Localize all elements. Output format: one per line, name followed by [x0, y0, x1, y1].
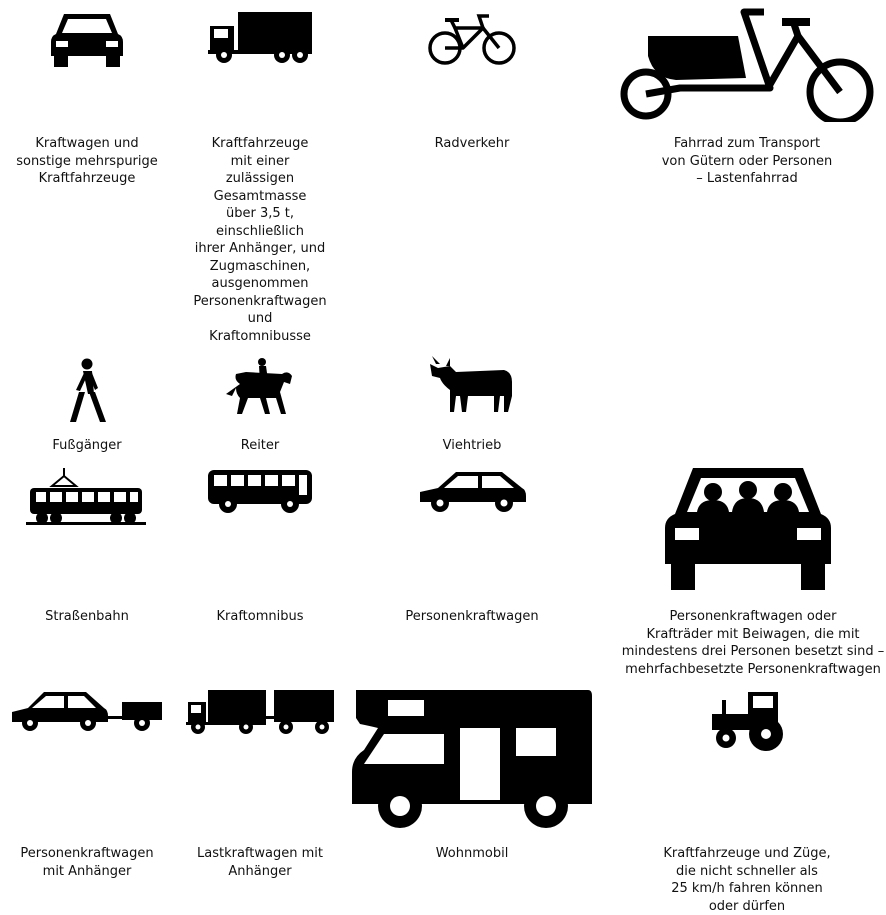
sign-label-truck: Kraftfahrzeuge mit einer zulässigen Gesamtmasse über 3,5 t, einschließlich ihrer Anhänger, und Zugmaschinen, ausgenommen Personenkraftwagen und Kraftomnibusse: [193, 136, 327, 344]
sign-label-motorhome: Wohnmobil: [435, 846, 509, 861]
multi-occupied-car-icon: [663, 466, 833, 592]
pedestrian-icon: [68, 358, 106, 424]
sign-label-pedestrian: Fußgänger: [52, 438, 122, 453]
sign-label-cattle: Viehtrieb: [442, 438, 502, 453]
cow-icon: [428, 356, 514, 416]
bicycle-icon: [427, 12, 517, 66]
sign-label-cargo-bike: Fahrrad zum Transport von Gütern oder Personen – Lastenfahrrad: [661, 136, 833, 186]
tractor-icon: [710, 692, 786, 752]
car-with-trailer-icon: [10, 690, 164, 734]
cargo-bike-icon: [618, 8, 878, 122]
bus-icon: [206, 470, 314, 514]
sign-label-multi-occupied-car: Personenkraftwagen oder Krafträder mit Beiwagen, die mit mindestens drei Personen besetzt sind – mehrfachbesetzte Personenkraftwagen: [621, 609, 885, 677]
passenger-car-icon: [418, 470, 528, 514]
sign-label-car-trailer: Personenkraftwagen mit Anhänger: [20, 846, 154, 879]
sign-label-tram: Straßenbahn: [45, 609, 129, 624]
sign-label-car: Kraftwagen und sonstige mehrspurige Kraftfahrzeuge: [16, 136, 158, 186]
car-front-icon: [50, 12, 124, 68]
sign-label-bicycle: Radverkehr: [434, 136, 510, 151]
sign-label-bus: Kraftomnibus: [216, 609, 304, 624]
truck-icon: [208, 12, 312, 64]
sign-label-truck-trailer: Lastkraftwagen mit Anhänger: [197, 846, 323, 879]
truck-with-trailer-icon: [186, 690, 336, 736]
motorhome-icon: [350, 688, 594, 830]
horse-rider-icon: [226, 358, 294, 416]
sign-label-passenger-car: Personenkraftwagen: [405, 609, 539, 624]
sign-label-tractor: Kraftfahrzeuge und Züge, die nicht schneller als 25 km/h fahren können oder dürfen: [663, 846, 831, 914]
tram-icon: [26, 468, 146, 526]
sign-label-rider: Reiter: [240, 438, 280, 453]
